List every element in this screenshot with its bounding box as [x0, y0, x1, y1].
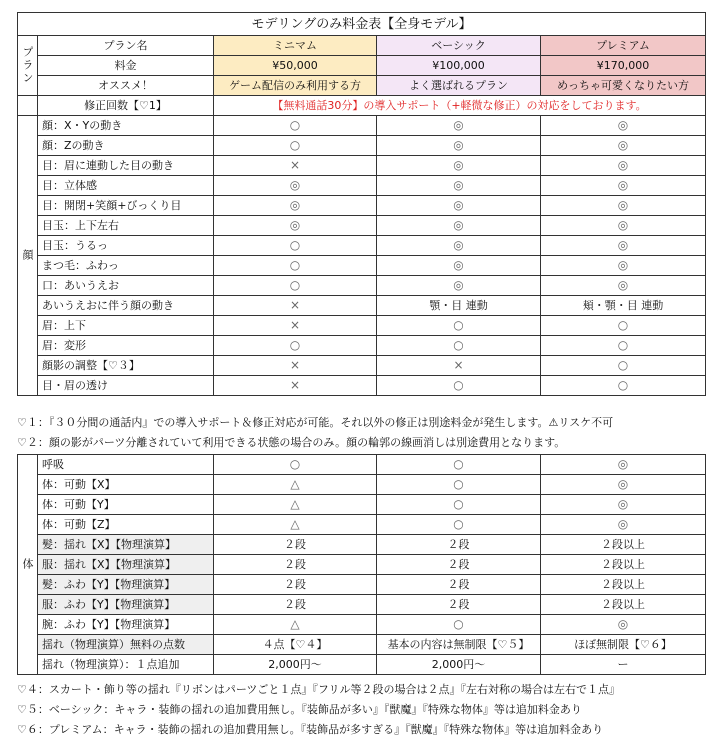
feature-mini: ◎	[214, 216, 377, 236]
feature-basic: ◎	[377, 216, 541, 236]
feature-mini: △	[214, 495, 377, 515]
table-row	[18, 256, 706, 276]
feature-basic: ○	[377, 376, 541, 396]
feature-prem: 頬・顎・目 連動	[541, 296, 706, 316]
feature-label: 呼吸	[38, 455, 214, 475]
feature-mini: ○	[214, 256, 377, 276]
feature-mini: ○	[214, 136, 377, 156]
sway-extra-basic: 2,000円〜	[377, 655, 541, 675]
feature-label: 顔：X・Yの動き	[38, 116, 214, 136]
table-row	[18, 336, 706, 356]
feature-label: 眉：上下	[38, 316, 214, 336]
feature-prem: ２段以上	[541, 555, 706, 575]
feature-basic: ×	[377, 356, 541, 376]
feature-basic: ○	[377, 316, 541, 336]
feature-label: まつ毛：ふわっ	[38, 256, 214, 276]
sway-points-basic: 基本の内容は無制限【♡５】	[377, 635, 541, 655]
table-row	[18, 296, 706, 316]
feature-label: 目・眉の透け	[38, 376, 214, 396]
body-section-label: 体	[18, 455, 38, 675]
feature-mini: ×	[214, 156, 377, 176]
feature-mini: ◎	[214, 196, 377, 216]
feature-prem: ◎	[541, 475, 706, 495]
table-row	[18, 615, 706, 635]
sway-extra-row	[18, 655, 706, 675]
feature-label: 目：立体感	[38, 176, 214, 196]
feature-label: 顔影の調整【♡３】	[38, 356, 214, 376]
recommend-label: オススメ！	[38, 76, 214, 96]
feature-label: 眉：変形	[38, 336, 214, 356]
feature-label: 服：ふわ【Y】【物理演算】	[38, 595, 214, 615]
feature-basic: ○	[377, 615, 541, 635]
feature-mini: ×	[214, 296, 377, 316]
feature-mini: ○	[214, 236, 377, 256]
feature-prem: ○	[541, 356, 706, 376]
feature-label: 髪：揺れ【X】【物理演算】	[38, 535, 214, 555]
feature-prem: ◎	[541, 216, 706, 236]
note-6: ♡６：プレミアム：キャラ・装飾の揺れの追加費用無し。『装飾品が多すぎる』『獣魔』『特殊な物体』等は追加料金あり	[17, 723, 604, 736]
sway-points-label: 揺れ（物理演算）無料の点数	[38, 635, 214, 655]
table-row	[18, 316, 706, 336]
feature-label: 目玉：うるっ	[38, 236, 214, 256]
feature-label: 体：可動【Z】	[38, 515, 214, 535]
sway-points-minimum: ４点【♡４】	[214, 635, 377, 655]
sway-points-premium: ほぼ無制限【♡６】	[541, 635, 706, 655]
feature-mini: △	[214, 515, 377, 535]
feature-basic: ２段	[377, 575, 541, 595]
feature-label: 目：眉に連動した目の動き	[38, 156, 214, 176]
recommend-premium: めっちゃ可愛くなりたい方	[541, 76, 706, 96]
feature-basic: ○	[377, 455, 541, 475]
feature-basic: ２段	[377, 555, 541, 575]
feature-basic: ◎	[377, 176, 541, 196]
table-row	[18, 216, 706, 236]
plan-premium-header: プレミアム	[541, 36, 706, 56]
page-title: モデリングのみ料金表【全身モデル】	[18, 13, 706, 36]
feature-prem: ◎	[541, 495, 706, 515]
feature-prem: ２段以上	[541, 595, 706, 615]
feature-mini: ○	[214, 276, 377, 296]
feature-basic: ２段	[377, 595, 541, 615]
sway-points-row	[18, 635, 706, 655]
feature-basic: ○	[377, 336, 541, 356]
feature-basic: 顎・目 連動	[377, 296, 541, 316]
feature-mini: ○	[214, 336, 377, 356]
feature-label: 目玉：上下左右	[38, 216, 214, 236]
feature-prem: ◎	[541, 236, 706, 256]
feature-label: 腕：ふわ【Y】【物理演算】	[38, 615, 214, 635]
price-basic: ¥100,000	[377, 56, 541, 76]
table-row	[18, 356, 706, 376]
plan-minimum-header: ミニマム	[214, 36, 377, 56]
table-row	[18, 196, 706, 216]
feature-mini: △	[214, 615, 377, 635]
table-row	[18, 575, 706, 595]
feature-mini: ◎	[214, 176, 377, 196]
feature-prem: ◎	[541, 136, 706, 156]
feature-prem: ◎	[541, 156, 706, 176]
feature-label: 体：可動【X】	[38, 475, 214, 495]
body-table	[17, 454, 706, 675]
feature-basic: ◎	[377, 196, 541, 216]
sway-extra-label: 揺れ（物理演算）：１点追加	[38, 655, 214, 675]
table-row	[18, 495, 706, 515]
feature-prem: ○	[541, 336, 706, 356]
table-row	[18, 156, 706, 176]
feature-basic: ○	[377, 515, 541, 535]
table-row	[18, 595, 706, 615]
feature-label: 髪：ふわ【Y】【物理演算】	[38, 575, 214, 595]
note-2: ♡２：顔の影がパーツ分離されていて利用できる状態の場合のみ。顔の輪郭の線画消しは別途費用となります。	[17, 436, 566, 449]
feature-label: 体：可動【Y】	[38, 495, 214, 515]
feature-mini: ×	[214, 356, 377, 376]
feature-basic: ○	[377, 475, 541, 495]
plan-name-label: プラン名	[38, 36, 214, 56]
feature-prem: ○	[541, 376, 706, 396]
feature-prem: ◎	[541, 116, 706, 136]
table-row	[18, 116, 706, 136]
feature-basic: ○	[377, 495, 541, 515]
feature-mini: ×	[214, 316, 377, 336]
feature-basic: ◎	[377, 236, 541, 256]
feature-basic: ◎	[377, 156, 541, 176]
revision-label: 修正回数【♡1】	[38, 96, 214, 116]
feature-basic: ◎	[377, 136, 541, 156]
note-5: ♡５：ベーシック：キャラ・装飾の揺れの追加費用無し。『装飾品が多い』『獣魔』『特殊な物体』等は追加料金あり	[17, 703, 582, 716]
feature-basic: ◎	[377, 276, 541, 296]
feature-prem: ◎	[541, 256, 706, 276]
feature-prem: ◎	[541, 455, 706, 475]
feature-mini: ×	[214, 376, 377, 396]
feature-prem: ２段以上	[541, 575, 706, 595]
feature-label: 目：開閉+笑顔+びっくり目	[38, 196, 214, 216]
sway-extra-minimum: 2,000円〜	[214, 655, 377, 675]
table-row	[18, 555, 706, 575]
feature-mini: ２段	[214, 555, 377, 575]
face-section-label: 顔	[18, 116, 38, 396]
note-1: ♡１：『３０分間の通話内』での導入サポート＆修正対応が可能。それ以外の修正は別途料金が発生します。⚠リスケ不可	[17, 416, 614, 429]
feature-prem: ◎	[541, 176, 706, 196]
feature-mini: ２段	[214, 575, 377, 595]
feature-mini: ２段	[214, 595, 377, 615]
feature-mini: ２段	[214, 535, 377, 555]
feature-basic: ２段	[377, 535, 541, 555]
recommend-minimum: ゲーム配信のみ利用する方	[214, 76, 377, 96]
feature-label: あいうえおに伴う顔の動き	[38, 296, 214, 316]
table-row	[18, 236, 706, 256]
feature-mini: △	[214, 475, 377, 495]
plan-section-label: プラン	[18, 36, 38, 96]
table-row	[18, 455, 706, 475]
feature-prem: ◎	[541, 196, 706, 216]
table-row	[18, 276, 706, 296]
feature-prem: ○	[541, 316, 706, 336]
price-label: 料金	[38, 56, 214, 76]
table-row	[18, 535, 706, 555]
plan-basic-header: ベーシック	[377, 36, 541, 56]
feature-prem: ◎	[541, 615, 706, 635]
revision-support-text: 【無料通話30分】の導入サポート（+軽微な修正）の対応をしております。	[214, 96, 706, 116]
table-row	[18, 136, 706, 156]
feature-basic: ◎	[377, 116, 541, 136]
sway-extra-premium: ー	[541, 655, 706, 675]
feature-basic: ◎	[377, 256, 541, 276]
feature-prem: ◎	[541, 515, 706, 535]
recommend-basic: よく選ばれるプラン	[377, 76, 541, 96]
feature-prem: ◎	[541, 276, 706, 296]
feature-label: 服：揺れ【X】【物理演算】	[38, 555, 214, 575]
price-premium: ¥170,000	[541, 56, 706, 76]
face-table	[17, 12, 706, 396]
feature-label: 顔：Zの動き	[38, 136, 214, 156]
note-4: ♡４：スカート・飾り等の揺れ『リボンはパーツごと１点』『フリル等２段の場合は２点』『左右対称の場合は左右で１点』	[17, 683, 620, 696]
table-row	[18, 176, 706, 196]
table-row	[18, 475, 706, 495]
feature-mini: ○	[214, 455, 377, 475]
price-minimum: ¥50,000	[214, 56, 377, 76]
table-row	[18, 515, 706, 535]
feature-mini: ○	[214, 116, 377, 136]
table-row	[18, 376, 706, 396]
feature-label: 口：あいうえお	[38, 276, 214, 296]
feature-prem: ２段以上	[541, 535, 706, 555]
